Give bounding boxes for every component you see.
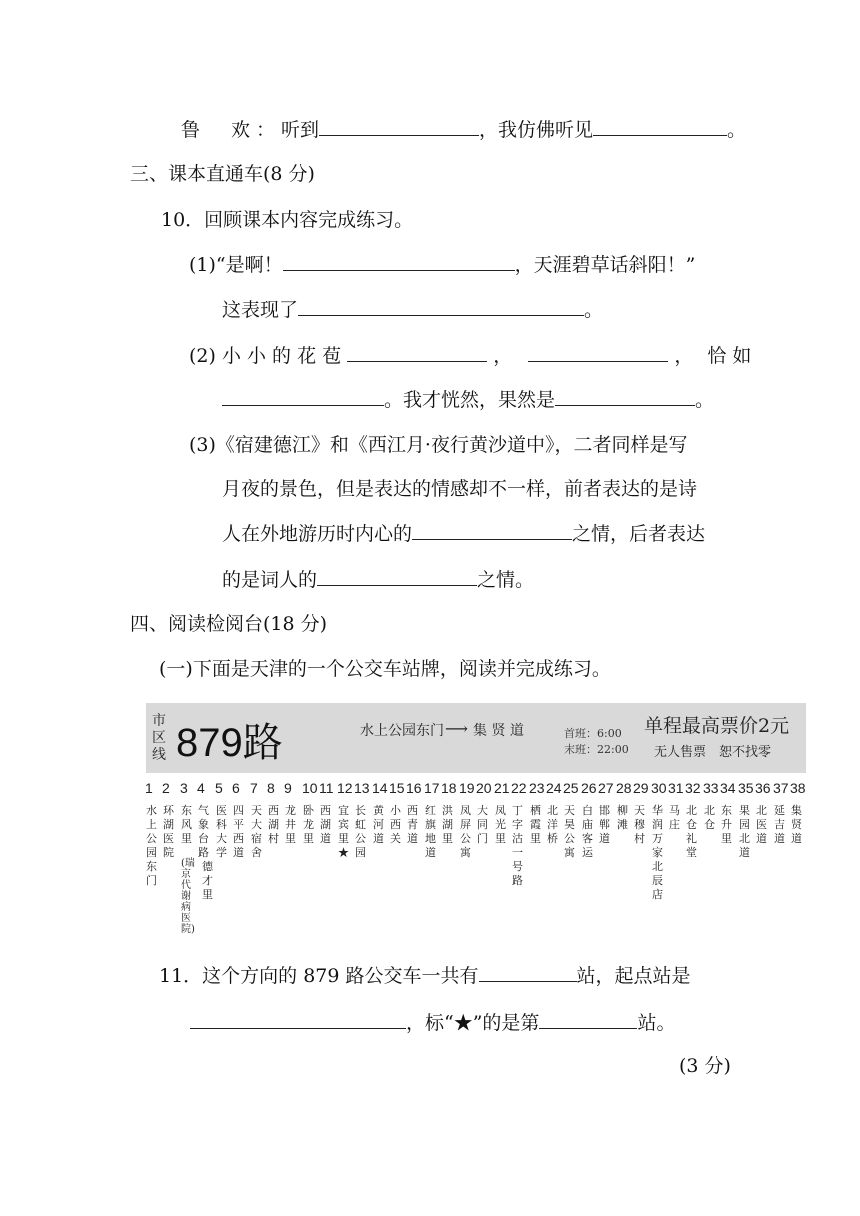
stop-name: 黄河道 bbox=[373, 804, 384, 845]
blank-p1-b[interactable] bbox=[298, 297, 584, 316]
stop-number: 18 bbox=[441, 780, 457, 796]
stop-number: 35 bbox=[738, 780, 754, 796]
line-type: 市区线 bbox=[152, 713, 166, 763]
stop-number: 1 bbox=[145, 780, 153, 796]
stop-number: 37 bbox=[773, 780, 789, 796]
stop-number: 34 bbox=[720, 780, 736, 796]
stop-number: 28 bbox=[616, 780, 632, 796]
stop-note-2: 德才里 bbox=[202, 860, 213, 901]
stop-number: 7 bbox=[250, 780, 258, 796]
stop-number: 20 bbox=[476, 780, 492, 796]
q10-p3-l4b: 之情。 bbox=[477, 569, 535, 591]
stop-number: 30 bbox=[651, 780, 667, 796]
q11-b: 站，起点站是 bbox=[576, 965, 691, 987]
stop-name: 水上公园东门 bbox=[146, 804, 157, 887]
stop-number: 2 bbox=[162, 780, 170, 796]
stop-name: 宜宾里★ bbox=[338, 804, 349, 859]
stop-number: 26 bbox=[581, 780, 597, 796]
blank-stop-count[interactable] bbox=[479, 963, 577, 982]
blank-p3-a[interactable] bbox=[412, 521, 572, 540]
arrow-right-icon: ⟶ bbox=[445, 719, 468, 738]
stop-name: 华润万家北辰店 bbox=[652, 804, 663, 901]
q10-p1-b: ，天涯碧草话斜阳！” bbox=[514, 254, 696, 276]
blank-start-stop[interactable] bbox=[190, 1010, 406, 1029]
stop-name: 北医道 bbox=[756, 804, 767, 845]
q10-p3-line4 bbox=[222, 567, 534, 592]
stop-number: 33 bbox=[703, 780, 719, 796]
q11-c: ，标“★”的是第 bbox=[406, 1012, 540, 1034]
stop-name: 天穆村 bbox=[634, 804, 645, 845]
q10-p2-comma2: ， bbox=[674, 345, 694, 367]
blank-p2-a[interactable] bbox=[347, 343, 487, 362]
stop-note: (瑞京代谢病医院) bbox=[181, 858, 195, 935]
stop-number: 19 bbox=[459, 780, 475, 796]
stop-name: 大同门 bbox=[477, 804, 488, 845]
stop-number: 38 bbox=[790, 780, 806, 796]
q10-p2-line1 bbox=[189, 343, 751, 368]
stop-name: 邯郸道 bbox=[599, 804, 610, 845]
q10-title: 10．回顾课本内容完成练习。 bbox=[161, 209, 414, 231]
q11-line2 bbox=[190, 1010, 675, 1035]
q10-p1-a: (1)“是啊！ bbox=[189, 254, 283, 276]
stop-number: 11 bbox=[319, 780, 334, 796]
q10-p3-l3b: 之情，后者表达 bbox=[572, 523, 706, 545]
stop-name: 柳滩 bbox=[617, 804, 628, 831]
stop-name: 丁字沽一号路 bbox=[512, 804, 523, 887]
stop-number: 23 bbox=[529, 780, 545, 796]
first-bus: 首班：6:00 bbox=[564, 727, 622, 740]
stop-name: 延吉道 bbox=[774, 804, 785, 845]
stop-name: 天昊公寓 bbox=[564, 804, 575, 859]
q10-p3-line1: (3)《宿建德江》和《西江月·夜行黄沙道中》，二者同样是写 bbox=[189, 434, 688, 456]
stop-number: 3 bbox=[180, 780, 188, 796]
stop-name: 北洋桥 bbox=[547, 804, 558, 845]
poem-middle: ，我仿佛听见 bbox=[479, 119, 594, 141]
stop-number: 8 bbox=[267, 780, 275, 796]
blank-seemed-hear[interactable] bbox=[593, 117, 727, 136]
q10-p2-a: (2) 小 小 的 花 苞 bbox=[189, 345, 342, 367]
q10-p1-c: 这表现了 bbox=[222, 299, 299, 321]
stop-number: 24 bbox=[546, 780, 562, 796]
stop-name: 医科大学 bbox=[216, 804, 227, 859]
stop-number: 36 bbox=[755, 780, 771, 796]
stop-number: 17 bbox=[424, 780, 440, 796]
stop-name: 北仓礼堂 bbox=[686, 804, 697, 859]
section4-heading: 四、阅读检阅台(18 分) bbox=[130, 613, 328, 635]
q11-d: 站。 bbox=[637, 1012, 676, 1034]
stop-number: 6 bbox=[232, 780, 240, 796]
stop-number: 27 bbox=[598, 780, 614, 796]
stop-name: 天大宿舍 bbox=[251, 804, 262, 859]
q11-line1 bbox=[159, 963, 691, 988]
stop-name: 栖霞里 bbox=[530, 804, 541, 845]
stop-name: 凤光里 bbox=[495, 804, 506, 845]
stop-name: 白庙客运 bbox=[582, 804, 593, 859]
q10-p2-c: 。我才恍然，果然是 bbox=[384, 389, 556, 411]
stop-number: 16 bbox=[406, 780, 422, 796]
stop-name: 东升里 bbox=[721, 804, 732, 845]
q10-p2-line2 bbox=[222, 387, 714, 412]
stop-number: 5 bbox=[215, 780, 223, 796]
poem-speaker: 鲁 欢： bbox=[181, 119, 282, 141]
route-number: 879路 bbox=[176, 721, 283, 765]
blank-p2-b[interactable] bbox=[528, 343, 668, 362]
stop-name: 东风里 bbox=[181, 804, 192, 845]
stop-number: 14 bbox=[372, 780, 388, 796]
stop-name: 气象台路 bbox=[198, 804, 209, 859]
stop-name: 马庄 bbox=[669, 804, 680, 831]
stop-name: 北仓 bbox=[704, 804, 715, 831]
section3-heading: 三、课本直通车(8 分) bbox=[130, 163, 315, 185]
q10-p2-comma1: ， bbox=[493, 345, 513, 367]
blank-p2-c[interactable] bbox=[222, 387, 384, 406]
fare: 单程最高票价2元 bbox=[644, 715, 790, 737]
route-to: 集 贤 道 bbox=[473, 723, 524, 739]
stop-name: 卧龙里 bbox=[303, 804, 314, 845]
poem-line bbox=[181, 117, 746, 142]
stop-name: 西青道 bbox=[407, 804, 418, 845]
route-from: 水上公园东门 bbox=[360, 723, 444, 739]
bus-sign-header bbox=[146, 703, 806, 773]
stop-number: 10 bbox=[302, 780, 318, 796]
blank-p1-a[interactable] bbox=[283, 252, 515, 271]
stop-name: 果园北道 bbox=[739, 804, 750, 859]
stop-number: 29 bbox=[633, 780, 649, 796]
q10-p1-line2 bbox=[222, 297, 603, 322]
section4-sub: (一)下面是天津的一个公交车站牌，阅读并完成练习。 bbox=[159, 658, 611, 680]
stop-name: 集贤道 bbox=[791, 804, 802, 845]
stop-number: 4 bbox=[197, 780, 205, 796]
stop-number: 12 bbox=[337, 780, 353, 796]
stop-number: 15 bbox=[389, 780, 405, 796]
stop-name: 西湖村 bbox=[268, 804, 279, 845]
stop-number: 21 bbox=[494, 780, 510, 796]
poem-suffix: 。 bbox=[727, 119, 747, 141]
stop-number: 31 bbox=[668, 780, 684, 796]
blank-p3-b[interactable] bbox=[317, 567, 477, 586]
q10-p3-l3a: 人在外地游历时内心的 bbox=[222, 523, 413, 545]
blank-p2-d[interactable] bbox=[555, 387, 695, 406]
blank-heard[interactable] bbox=[319, 117, 479, 136]
stop-name: 红旗地道 bbox=[425, 804, 436, 859]
stop-name: 小西关 bbox=[390, 804, 401, 845]
stop-name: 西湖道 bbox=[320, 804, 331, 845]
q10-p1-line1 bbox=[189, 252, 695, 277]
stop-number: 32 bbox=[685, 780, 701, 796]
fare-notice: 无人售票 恕不找零 bbox=[654, 745, 772, 760]
stop-name: 龙井里 bbox=[285, 804, 296, 845]
q10-p2-d: 。 bbox=[695, 389, 715, 411]
stop-name: 四平西道 bbox=[233, 804, 244, 859]
q11-score: (3 分) bbox=[679, 1055, 731, 1077]
stop-name: 凤屏公寓 bbox=[460, 804, 471, 859]
stop-name: 洪湖里 bbox=[442, 804, 453, 845]
q10-p2-b: 恰 如 bbox=[707, 345, 752, 367]
q10-p3-l4a: 的是词人的 bbox=[222, 569, 318, 591]
q11-a: 11．这个方向的 879 路公交车一共有 bbox=[159, 965, 479, 987]
q10-p3-line2: 月夜的景色，但是表达的情感却不一样，前者表达的是诗 bbox=[222, 478, 698, 500]
blank-star-stop[interactable] bbox=[539, 1010, 637, 1029]
stop-number: 9 bbox=[284, 780, 292, 796]
last-bus: 末班：22:00 bbox=[564, 743, 629, 756]
stop-number: 13 bbox=[354, 780, 370, 796]
stop-name: 环湖医院 bbox=[163, 804, 174, 859]
stop-number: 22 bbox=[511, 780, 527, 796]
stop-name: 长虹公园 bbox=[355, 804, 366, 859]
stop-number: 25 bbox=[563, 780, 579, 796]
q10-p3-line3 bbox=[222, 521, 705, 546]
q10-p1-d: 。 bbox=[584, 299, 604, 321]
poem-prefix: 听到 bbox=[281, 119, 320, 141]
